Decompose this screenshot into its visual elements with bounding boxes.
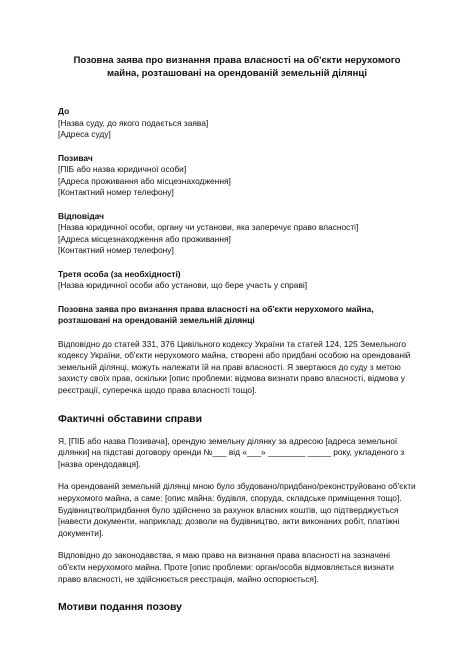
plaintiff-label: Позивач [58,152,93,163]
plaintiff-phone: [Контактний номер телефону] [58,187,174,197]
court-name: [Назва суду, до якого подається заява] [58,117,209,128]
court-address: [Адреса суду] [58,129,111,139]
defendant-address: [Адреса місцезнаходження або проживання] [58,233,231,244]
plaintiff-address: [Адреса проживання або місцезнаходження] [58,175,231,186]
plaintiff-section [58,153,416,199]
third-party-label: Третя особа (за необхідності) [58,268,181,279]
third-party-name: [Назва юридичної особи або установи, що бере участь у справі] [58,280,308,290]
defendant-section [58,211,416,257]
intro-paragraph: Відповідно до статей 331, 376 Цивільного кодексу України та статей 124, 125 Земельного кодексу України, об'єкти нерухомого майна, створені або придбані особою на орендованій земельній ділянці, можуть належати їй на праві власності. Я звертаюся до суду з метою захисту своїх прав, оскільки [опис проблеми: відмова визнати право власності, відмова у реєстрації, суперечка щодо права власності тощо]. [58,338,411,396]
facts-paragraph-1: Я, [ПІБ або назва Позивача], орендую земельну ділянку за адресою [адреса земельної ділянки] на підставі договору оренди №___ від «___» ________ _____ року, укладеного з [назва орендодавця]. [58,435,405,469]
court-section [58,106,416,141]
facts-paragraph-2: На орендованій земельній ділянці мною було збудовано/придбано/реконструйовано об'єкти нерухомого майна, а саме: [опис майна: будівля, споруда, складське приміщення тощо]. Будівництво/придбання було здійснено за рахунок власних коштів, що підтверджується [навести документи, наприклад: дозволи на будівництво, акти виконаних робіт, платіжні документи]. [58,481,416,538]
facts-heading: Фактичні обставини справи [58,413,202,425]
claim-heading: Позовна заява про визнання права власності на об'єкти нерухомого майна, розташовані на орендованій земельній ділянці [58,303,374,326]
third-party-section [58,269,416,292]
defendant-phone: [Контактний номер телефону] [58,245,174,255]
plaintiff-name: [ПІБ або назва юридичної особи] [58,164,187,174]
motives-heading: Мотиви подання позову [58,602,182,614]
court-label: До [58,106,70,116]
facts-paragraph-3: Відповідно до законодавства, я маю право на визнання права власності на зазначені об'єкти нерухомого майна. Проте [опис проблеми: орган/особа відмовляється визнати право власності, не здійснюється реєстрація, майно оспорюється]. [58,550,394,584]
document-title: Позовна заява про визнання права власності на об'єкти нерухомого майна, розташовані на орендованій земельній ділянці [73,55,401,79]
defendant-name: [Назва юридичної особи, органу чи установи, яка заперечує право власності] [58,222,359,232]
defendant-label: Відповідач [58,210,104,221]
